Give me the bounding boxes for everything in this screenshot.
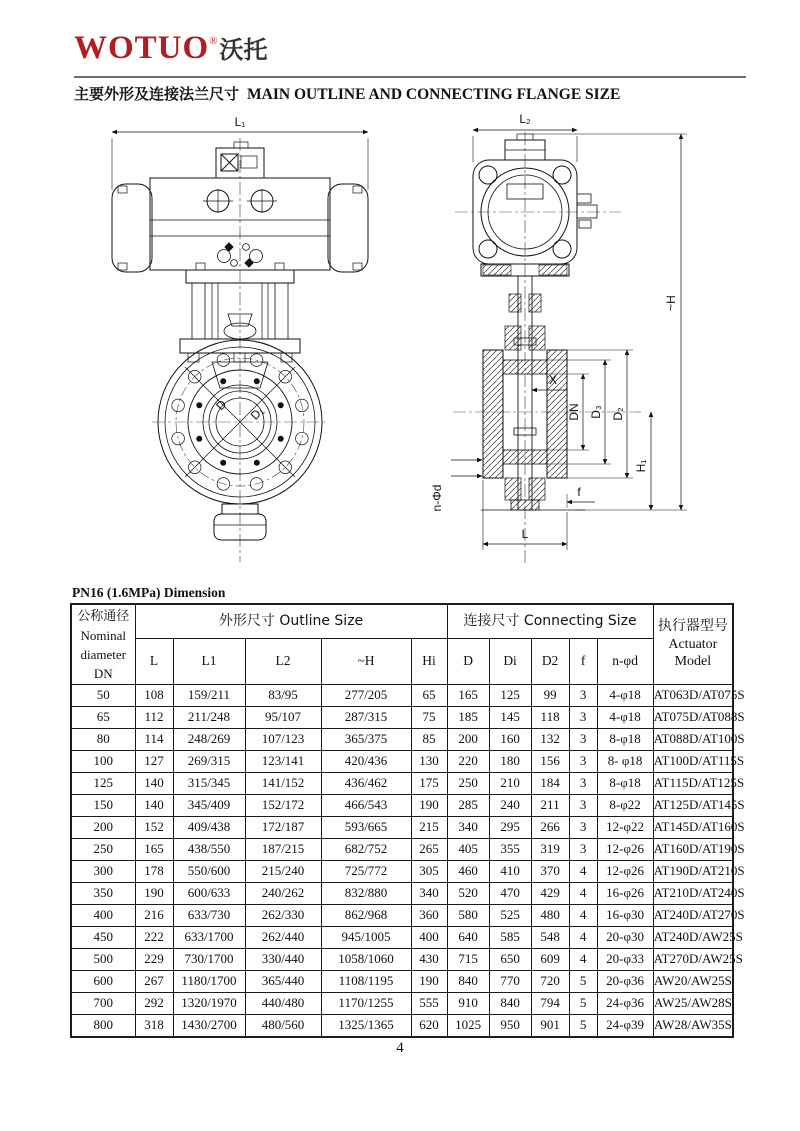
cell-n-phi-d: 8-φ18 <box>597 729 653 751</box>
cell-d: 520 <box>447 883 489 905</box>
header-divider <box>74 76 746 78</box>
cell-n-phi-d: 16-φ30 <box>597 905 653 927</box>
dim-label-dn: DN <box>567 403 581 421</box>
cell-dn: 450 <box>71 927 135 949</box>
cell-f: 4 <box>569 905 597 927</box>
cell-n-phi-d: 20-φ30 <box>597 927 653 949</box>
cell-di: 125 <box>489 685 531 707</box>
cell-di: 355 <box>489 839 531 861</box>
cell-d: 715 <box>447 949 489 971</box>
cell-h: 1058/1060 <box>321 949 411 971</box>
cell-l1: 409/438 <box>173 817 245 839</box>
cell-dn: 350 <box>71 883 135 905</box>
cell-dn: 500 <box>71 949 135 971</box>
cell-n-phi-d: 16-φ26 <box>597 883 653 905</box>
cell-d2: 480 <box>531 905 569 927</box>
cell-l: 292 <box>135 993 173 1015</box>
cell-l2: 95/107 <box>245 707 321 729</box>
table-row <box>71 839 733 861</box>
table-row <box>71 949 733 971</box>
cell-l1: 1320/1970 <box>173 993 245 1015</box>
dim-label-h1: H₁ <box>634 459 648 473</box>
cell-l1: 315/345 <box>173 773 245 795</box>
header-nominal-line2: Nominal <box>80 627 126 643</box>
cell-d: 840 <box>447 971 489 993</box>
cell-di: 770 <box>489 971 531 993</box>
cell-actuator-model: AT240D/AT270S <box>653 905 733 927</box>
cell-di: 295 <box>489 817 531 839</box>
dimension-table-section <box>70 585 745 1038</box>
cell-l: 127 <box>135 751 173 773</box>
page-title-chinese: 主要外形及连接法兰尺寸 <box>74 85 240 103</box>
cell-dn: 50 <box>71 685 135 707</box>
cell-l2: 440/480 <box>245 993 321 1015</box>
cell-l: 229 <box>135 949 173 971</box>
dim-label-d1: D₁ <box>247 403 267 423</box>
cell-hi: 265 <box>411 839 447 861</box>
cell-dn: 65 <box>71 707 135 729</box>
cell-h: 862/968 <box>321 905 411 927</box>
cell-l: 222 <box>135 927 173 949</box>
cell-hi: 215 <box>411 817 447 839</box>
cell-dn: 700 <box>71 993 135 1015</box>
cell-l2: 365/440 <box>245 971 321 993</box>
cell-dn: 300 <box>71 861 135 883</box>
cell-d: 250 <box>447 773 489 795</box>
cell-n-phi-d: 8-φ22 <box>597 795 653 817</box>
cell-actuator-model: AW20/AW25S <box>653 971 733 993</box>
header-col-n-phi-d: n-φd <box>597 639 653 685</box>
header-nominal-line4: DN <box>93 665 113 681</box>
dim-label-x: X <box>548 373 558 387</box>
cell-l1: 248/269 <box>173 729 245 751</box>
cell-di: 160 <box>489 729 531 751</box>
cell-l1: 269/315 <box>173 751 245 773</box>
cell-f: 3 <box>569 817 597 839</box>
dim-label-d3: D₃ <box>589 405 603 419</box>
table-row <box>71 795 733 817</box>
cell-l2: 172/187 <box>245 817 321 839</box>
dimension-table <box>70 603 745 1038</box>
cell-dn: 250 <box>71 839 135 861</box>
cell-n-phi-d: 12-φ26 <box>597 839 653 861</box>
cell-actuator-model: AT125D/AT145S <box>653 795 733 817</box>
cell-hi: 65 <box>411 685 447 707</box>
cell-l: 216 <box>135 905 173 927</box>
cell-d: 405 <box>447 839 489 861</box>
cell-f: 3 <box>569 839 597 861</box>
cell-h: 277/205 <box>321 685 411 707</box>
cell-actuator-model: AW25/AW28S <box>653 993 733 1015</box>
cell-l1: 730/1700 <box>173 949 245 971</box>
cell-d: 1025 <box>447 1015 489 1038</box>
cell-l: 114 <box>135 729 173 751</box>
header-actuator-en: Actuator Model <box>668 636 718 670</box>
cell-d: 200 <box>447 729 489 751</box>
header-nominal-line3: diameter <box>80 646 126 662</box>
header-group-connecting-size: 连接尺寸 Connecting Size <box>447 604 653 639</box>
cell-f: 3 <box>569 795 597 817</box>
cell-l: 140 <box>135 795 173 817</box>
cell-f: 3 <box>569 773 597 795</box>
table-row <box>71 905 733 927</box>
cell-n-phi-d: 24-φ39 <box>597 1015 653 1038</box>
cell-l: 318 <box>135 1015 173 1038</box>
cell-h: 725/772 <box>321 861 411 883</box>
cell-dn: 100 <box>71 751 135 773</box>
header-group-outline-size: 外形尺寸 Outline Size <box>135 604 447 639</box>
cell-l: 190 <box>135 883 173 905</box>
cell-hi: 430 <box>411 949 447 971</box>
header-nominal-diameter <box>71 604 135 685</box>
cell-f: 4 <box>569 883 597 905</box>
cell-di: 145 <box>489 707 531 729</box>
cell-l1: 633/1700 <box>173 927 245 949</box>
cell-actuator-model: AT063D/AT075S <box>653 685 733 707</box>
cell-di: 585 <box>489 927 531 949</box>
table-title: PN16 (1.6MPa) Dimension <box>72 585 226 600</box>
cell-d: 285 <box>447 795 489 817</box>
cell-di: 650 <box>489 949 531 971</box>
cell-hi: 400 <box>411 927 447 949</box>
header-col-d: D <box>447 639 489 685</box>
dim-label-n-phi-d: n-Φd <box>430 484 444 512</box>
page-title-english: MAIN OUTLINE AND CONNECTING FLANGE SIZE <box>247 86 621 103</box>
cell-l2: 215/240 <box>245 861 321 883</box>
header-col-hi: Hi <box>411 639 447 685</box>
table-row <box>71 751 733 773</box>
header-nominal-diameter-cn: 公称通径 <box>77 608 130 624</box>
header-col-h: ~H <box>321 639 411 685</box>
cell-di: 240 <box>489 795 531 817</box>
cell-hi: 340 <box>411 883 447 905</box>
cell-f: 3 <box>569 751 597 773</box>
cell-l1: 550/600 <box>173 861 245 883</box>
front-view-drawing <box>88 100 418 570</box>
cell-d2: 901 <box>531 1015 569 1038</box>
table-row <box>71 729 733 751</box>
cell-d2: 609 <box>531 949 569 971</box>
cell-d2: 429 <box>531 883 569 905</box>
cell-d2: 266 <box>531 817 569 839</box>
cell-dn: 125 <box>71 773 135 795</box>
cell-dn: 150 <box>71 795 135 817</box>
cell-l: 112 <box>135 707 173 729</box>
table-row <box>71 927 733 949</box>
table-row <box>71 993 733 1015</box>
cell-d2: 794 <box>531 993 569 1015</box>
cell-actuator-model: AT240D/AW25S <box>653 927 733 949</box>
cell-l2: 480/560 <box>245 1015 321 1038</box>
cell-n-phi-d: 20-φ36 <box>597 971 653 993</box>
cell-l: 165 <box>135 839 173 861</box>
dim-label-f: f <box>577 485 581 499</box>
cell-l1: 1180/1700 <box>173 971 245 993</box>
cell-d: 580 <box>447 905 489 927</box>
cell-di: 410 <box>489 861 531 883</box>
cell-f: 5 <box>569 993 597 1015</box>
dim-label-d: D <box>213 397 230 414</box>
table-row <box>71 971 733 993</box>
cell-h: 945/1005 <box>321 927 411 949</box>
header-actuator-cn: 执行器型号 <box>657 618 728 635</box>
cell-l1: 159/211 <box>173 685 245 707</box>
registered-trademark-symbol: ® <box>209 35 218 47</box>
cell-d: 910 <box>447 993 489 1015</box>
cell-n-phi-d: 8- φ18 <box>597 751 653 773</box>
cell-actuator-model: AT190D/AT210S <box>653 861 733 883</box>
table-row <box>71 773 733 795</box>
cell-d: 640 <box>447 927 489 949</box>
table-row <box>71 1015 733 1038</box>
cell-actuator-model: AT100D/AT115S <box>653 751 733 773</box>
cell-dn: 600 <box>71 971 135 993</box>
table-row <box>71 817 733 839</box>
cell-hi: 190 <box>411 971 447 993</box>
cell-d2: 548 <box>531 927 569 949</box>
cell-actuator-model: AT210D/AT240S <box>653 883 733 905</box>
logo-wordmark: WOTUO <box>74 30 210 66</box>
cell-f: 4 <box>569 861 597 883</box>
cell-n-phi-d: 4-φ18 <box>597 685 653 707</box>
cell-f: 3 <box>569 685 597 707</box>
cell-di: 525 <box>489 905 531 927</box>
cell-dn: 400 <box>71 905 135 927</box>
cell-actuator-model: AT075D/AT088S <box>653 707 733 729</box>
cell-actuator-model: AT088D/AT100S <box>653 729 733 751</box>
cell-l: 178 <box>135 861 173 883</box>
cell-l1: 1430/2700 <box>173 1015 245 1038</box>
cell-hi: 305 <box>411 861 447 883</box>
cell-l: 140 <box>135 773 173 795</box>
cell-h: 1325/1365 <box>321 1015 411 1038</box>
cell-d: 220 <box>447 751 489 773</box>
cell-l1: 600/633 <box>173 883 245 905</box>
dim-label-h: ~H <box>664 295 678 311</box>
cell-d2: 370 <box>531 861 569 883</box>
cell-h: 832/880 <box>321 883 411 905</box>
cell-l: 108 <box>135 685 173 707</box>
table-row <box>71 883 733 905</box>
cell-h: 1170/1255 <box>321 993 411 1015</box>
cell-l2: 187/215 <box>245 839 321 861</box>
cell-l1: 345/409 <box>173 795 245 817</box>
cell-d: 165 <box>447 685 489 707</box>
cell-d2: 132 <box>531 729 569 751</box>
cell-di: 210 <box>489 773 531 795</box>
header-col-l2: L2 <box>245 639 321 685</box>
cell-n-phi-d: 24-φ36 <box>597 993 653 1015</box>
dim-label-l1: L₁ <box>234 115 246 129</box>
cell-f: 3 <box>569 707 597 729</box>
cell-h: 1108/1195 <box>321 971 411 993</box>
cell-actuator-model: AT145D/AT160S <box>653 817 733 839</box>
cell-dn: 80 <box>71 729 135 751</box>
header-col-f: f <box>569 639 597 685</box>
header-actuator-model <box>653 604 733 685</box>
cell-l2: 240/262 <box>245 883 321 905</box>
cell-h: 365/375 <box>321 729 411 751</box>
cell-l2: 141/152 <box>245 773 321 795</box>
cell-f: 5 <box>569 1015 597 1038</box>
cell-dn: 200 <box>71 817 135 839</box>
cell-l2: 107/123 <box>245 729 321 751</box>
cell-d2: 211 <box>531 795 569 817</box>
brand-logo <box>74 30 268 67</box>
cell-n-phi-d: 8-φ18 <box>597 773 653 795</box>
table-row <box>71 685 733 707</box>
cell-hi: 85 <box>411 729 447 751</box>
dim-label-d2: D₂ <box>611 407 625 421</box>
cell-h: 436/462 <box>321 773 411 795</box>
cell-di: 950 <box>489 1015 531 1038</box>
cell-l1: 633/730 <box>173 905 245 927</box>
cell-actuator-model: AT115D/AT125S <box>653 773 733 795</box>
cell-actuator-model: AT270D/AW25S <box>653 949 733 971</box>
header-col-l: L <box>135 639 173 685</box>
cell-hi: 360 <box>411 905 447 927</box>
cell-l2: 83/95 <box>245 685 321 707</box>
cell-l2: 330/440 <box>245 949 321 971</box>
cell-n-phi-d: 12-φ22 <box>597 817 653 839</box>
cell-h: 420/436 <box>321 751 411 773</box>
cell-hi: 130 <box>411 751 447 773</box>
logo-chinese-name: 沃托 <box>219 36 268 64</box>
cell-d2: 156 <box>531 751 569 773</box>
cell-d: 185 <box>447 707 489 729</box>
cell-actuator-model: AT160D/AT190S <box>653 839 733 861</box>
cell-di: 470 <box>489 883 531 905</box>
cell-hi: 555 <box>411 993 447 1015</box>
page-number: 4 <box>396 1040 404 1056</box>
header-col-l1: L1 <box>173 639 245 685</box>
dim-label-l: L <box>521 527 529 541</box>
cell-f: 4 <box>569 927 597 949</box>
cell-hi: 620 <box>411 1015 447 1038</box>
cell-d: 460 <box>447 861 489 883</box>
table-row <box>71 707 733 729</box>
cell-n-phi-d: 20-φ33 <box>597 949 653 971</box>
header-col-d2: D2 <box>531 639 569 685</box>
cell-di: 840 <box>489 993 531 1015</box>
cell-l2: 262/440 <box>245 927 321 949</box>
cell-d2: 319 <box>531 839 569 861</box>
cell-l1: 211/248 <box>173 707 245 729</box>
cell-di: 180 <box>489 751 531 773</box>
cell-f: 4 <box>569 949 597 971</box>
cell-n-phi-d: 4-φ18 <box>597 707 653 729</box>
cell-dn: 800 <box>71 1015 135 1038</box>
cell-hi: 175 <box>411 773 447 795</box>
cell-d: 340 <box>447 817 489 839</box>
cell-hi: 75 <box>411 707 447 729</box>
cell-h: 287/315 <box>321 707 411 729</box>
cell-l: 267 <box>135 971 173 993</box>
cell-l2: 123/141 <box>245 751 321 773</box>
cell-h: 466/543 <box>321 795 411 817</box>
cell-d2: 720 <box>531 971 569 993</box>
cell-f: 3 <box>569 729 597 751</box>
cell-h: 593/665 <box>321 817 411 839</box>
cell-h: 682/752 <box>321 839 411 861</box>
cell-f: 5 <box>569 971 597 993</box>
cell-l2: 262/330 <box>245 905 321 927</box>
cell-l: 152 <box>135 817 173 839</box>
cell-l2: 152/172 <box>245 795 321 817</box>
cell-l1: 438/550 <box>173 839 245 861</box>
cell-n-phi-d: 12-φ26 <box>597 861 653 883</box>
cell-actuator-model: AW28/AW35S <box>653 1015 733 1038</box>
side-view-drawing <box>425 98 725 578</box>
cell-d2: 99 <box>531 685 569 707</box>
cell-hi: 190 <box>411 795 447 817</box>
header-col-di: Di <box>489 639 531 685</box>
cell-d2: 118 <box>531 707 569 729</box>
dim-label-l2: L₂ <box>519 112 531 126</box>
cell-d2: 184 <box>531 773 569 795</box>
table-row <box>71 861 733 883</box>
